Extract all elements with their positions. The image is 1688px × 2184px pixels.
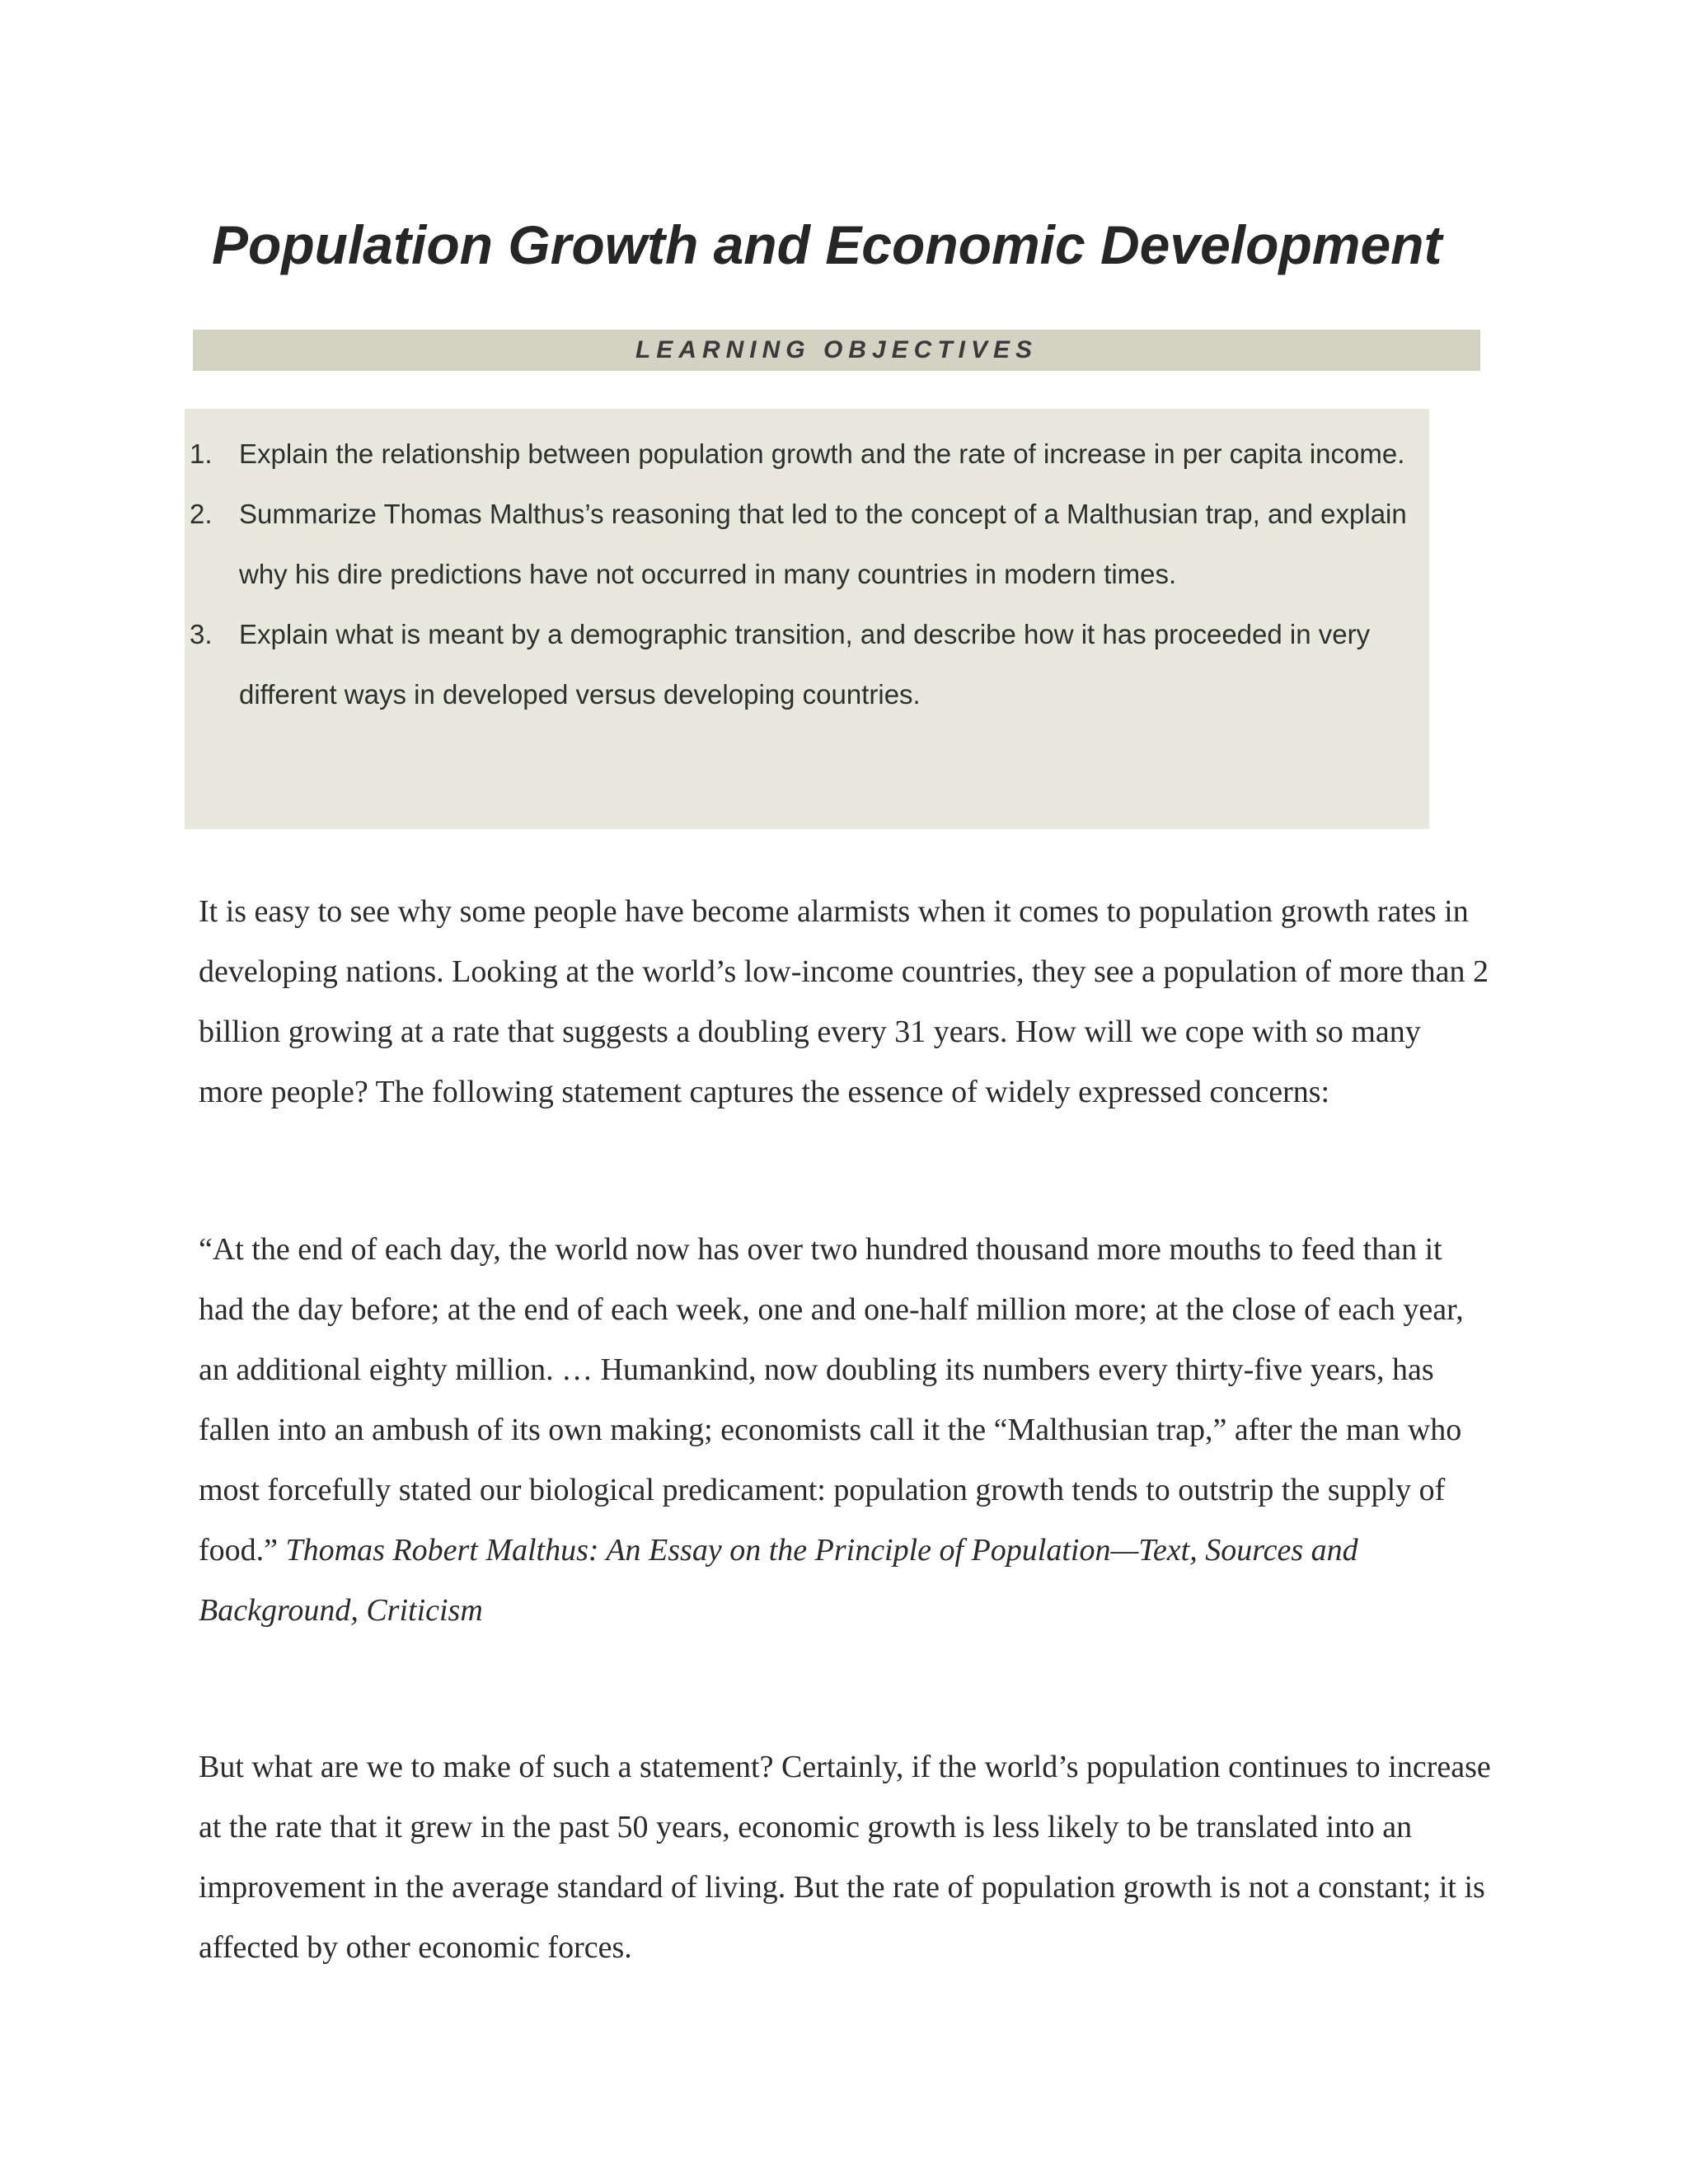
objective-text: Explain the relationship between population growth and the rate of increase in per capita income. — [239, 438, 1405, 469]
objective-number: 1. — [190, 438, 213, 469]
objective-text: Explain what is meant by a demographic transition, and describe how it has proceeded in very different ways in developed versus developing countries. — [239, 619, 1371, 710]
objective-item — [185, 604, 1429, 724]
quote-citation: Thomas Robert Malthus: An Essay on the Principle of Population—Text, Sources and Background, Criticism — [199, 1533, 1358, 1628]
objective-number: 3. — [190, 619, 213, 649]
quote-text: “At the end of each day, the world now has over two hundred thousand more mouths to feed than it had the day before; at the end of each week, one and one-half million more; at the close of each year, an additional eighty million. … Humankind, now doubling its numbers every thirty-five years, has fallen into an ambush of its own making; economists call it the “Malthusian trap,” after the man who most forcefully stated our biological predicament: population growth tends to outstrip the supply of food.” — [199, 1232, 1464, 1568]
learning-objectives-box — [185, 409, 1429, 829]
objective-text: Summarize Thomas Malthus’s reasoning that led to the concept of a Malthusian trap, and explain why his dire predictions have not occurred in many countries in modern times. — [239, 499, 1407, 589]
learning-objectives-list — [185, 424, 1429, 724]
objective-item — [185, 484, 1429, 604]
page-title: Population Growth and Economic Development — [212, 214, 1442, 275]
quote-paragraph — [199, 1220, 1493, 1641]
closing-paragraph: But what are we to make of such a statement? Certainly, if the world’s population continues to increase at the rate that it grew in the past 50 years, economic growth is less likely to be translated into an improvement in the average standard of living. But the rate of population growth is not a constant; it is affected by other economic forces. — [199, 1750, 1491, 1965]
objective-item — [185, 424, 1429, 484]
learning-objectives-heading: LEARNING OBJECTIVES — [193, 330, 1480, 371]
intro-paragraph: It is easy to see why some people have become alarmists when it comes to population growth rates in developing nations. Looking at the world’s low-income countries, they see a population of more than 2 billion growing at a rate that suggests a doubling every 31 years. How will we cope with so many more people? The following statement captures the essence of widely expressed concerns: — [199, 894, 1489, 1109]
objective-number: 2. — [190, 499, 213, 529]
